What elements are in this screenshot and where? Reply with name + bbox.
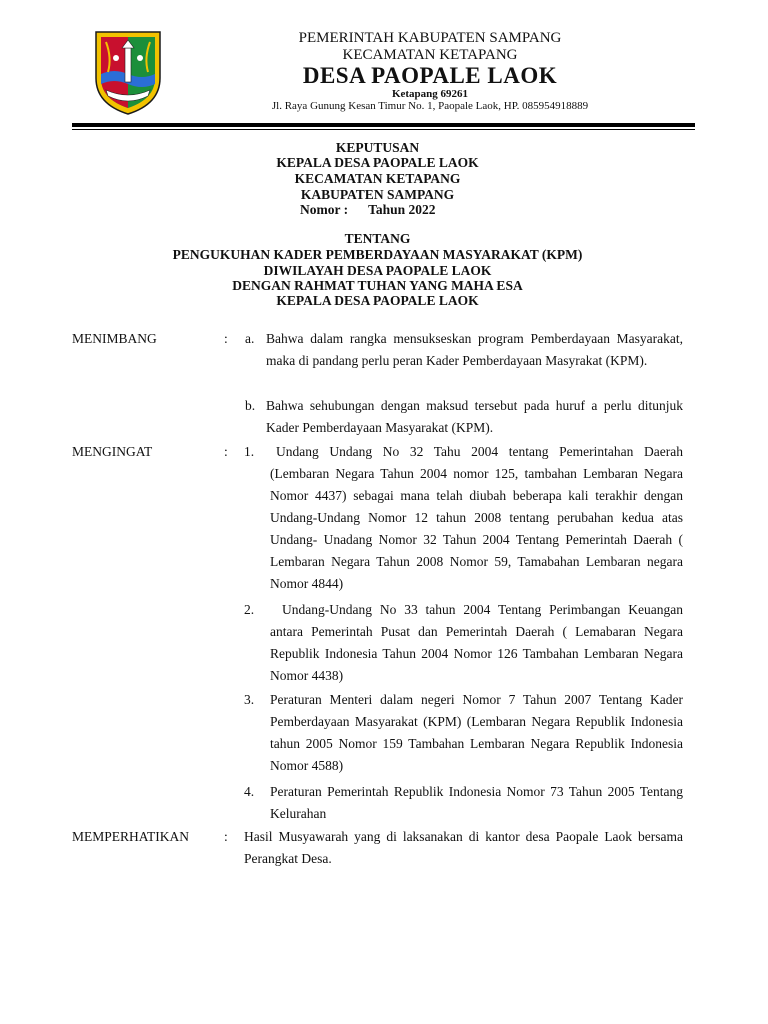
memperhatikan-text: Hasil Musyawarah yang di laksanakan di kantor desa Paopale Laok bersama Perangkat Desa. — [244, 829, 683, 866]
item-marker: 2. — [244, 602, 255, 617]
decree-number: Nomor : Tahun 2022 — [300, 202, 436, 217]
sampang-regency-emblem-icon — [92, 28, 164, 116]
item-marker: 4. — [244, 784, 255, 799]
letterhead-district: KECAMATAN KETAPANG — [342, 47, 518, 63]
letterhead-postal: Ketapang 69261 — [391, 88, 469, 100]
item-marker: a. — [245, 331, 255, 346]
letterhead-address: Jl. Raya Gunung Kesan Timur No. 1, Paopale Laok, HP. 085954918889 — [271, 100, 589, 112]
decree-regency: KABUPATEN SAMPANG — [300, 187, 455, 202]
list-item: Peraturan Menteri dalam negeri Nomor 7 Tahun 2007 Tentang Kader Pemberdayaan Masyarakat (KPM) (Lembaran Negara Republik Indonesia tahun 2005 Nomor 159 Tambahan Lembaran Negara Republik Indonesia Nomor 4588) — [270, 692, 683, 773]
item-marker: b. — [245, 398, 256, 413]
letterhead-divider-thick — [72, 123, 695, 127]
subject-area: DIWILAYAH DESA PAOPALE LAOK — [263, 263, 492, 278]
subject-label: TENTANG — [344, 231, 411, 246]
list-item: Peraturan Pemerintah Republik Indonesia Nomor 73 Tahun 2005 Tentang Kelurahan — [270, 784, 683, 821]
section-label-menimbang: MENIMBANG — [72, 331, 157, 346]
letterhead-government: PEMERINTAH KABUPATEN SAMPANG — [298, 30, 562, 46]
section-label-mengingat: MENGINGAT — [72, 444, 153, 459]
letterhead-divider-thin — [72, 129, 695, 130]
letterhead-village: DESA PAOPALE LAOK — [302, 63, 558, 88]
list-item: Undang-Undang No 33 tahun 2004 Tentang Perimbangan Keuangan antara Pemerintah Pusat dan Pemerintah Daerah ( Lemabaran Negara Republik Indonesia Tahun 2004 Nomor 126 Tambahan Lembaran Negara Nomor 4438) — [270, 602, 683, 683]
section-colon: : — [224, 331, 228, 346]
section-colon: : — [224, 444, 228, 459]
list-item: Bahwa sehubungan dengan maksud tersebut pada huruf a perlu ditunjuk Kader Pemberdayaan Masyarakat (KPM). — [266, 398, 683, 435]
subject-invocation: DENGAN RAHMAT TUHAN YANG MAHA ESA — [232, 278, 523, 293]
decree-issuer: KEPALA DESA PAOPALE LAOK — [276, 155, 479, 170]
list-item: Undang Undang No 32 Tahu 2004 tentang Pemerintahan Daerah (Lembaran Negara Tahun 2004 nomor 125, tambahan Lembaran Negara Nomor 4437) sebagai mana telah diubah beberapa kali terakhir dengan Undang-Undang Nomor 12 tahun 2008 tentang perubahan kedua atas Undang- Unadang Nomor 32 Tahun 2004 Tentang Pemerintah Daerah ( Lembaran Negara Tahun 2008 Nomor 59, Tamabahan Lembaran negara Nomor 4844) — [270, 444, 683, 591]
list-item: Bahwa dalam rangka mensukseskan program Pemberdayaan Masyarakat, maka di pandang perlu peran Kader Pemberdayaan Masyrakat (KPM). — [266, 331, 683, 368]
decree-district: KECAMATAN KETAPANG — [294, 171, 461, 186]
item-marker: 3. — [244, 692, 255, 707]
section-colon: : — [224, 829, 228, 844]
subject-signatory: KEPALA DESA PAOPALE LAOK — [276, 293, 479, 308]
subject-title: PENGUKUHAN KADER PEMBERDAYAAN MASYARAKAT (KPM) — [172, 247, 583, 262]
section-label-memperhatikan: MEMPERHATIKAN — [72, 829, 190, 844]
decree-type: KEPUTUSAN — [335, 140, 420, 155]
item-marker: 1. — [244, 444, 255, 459]
